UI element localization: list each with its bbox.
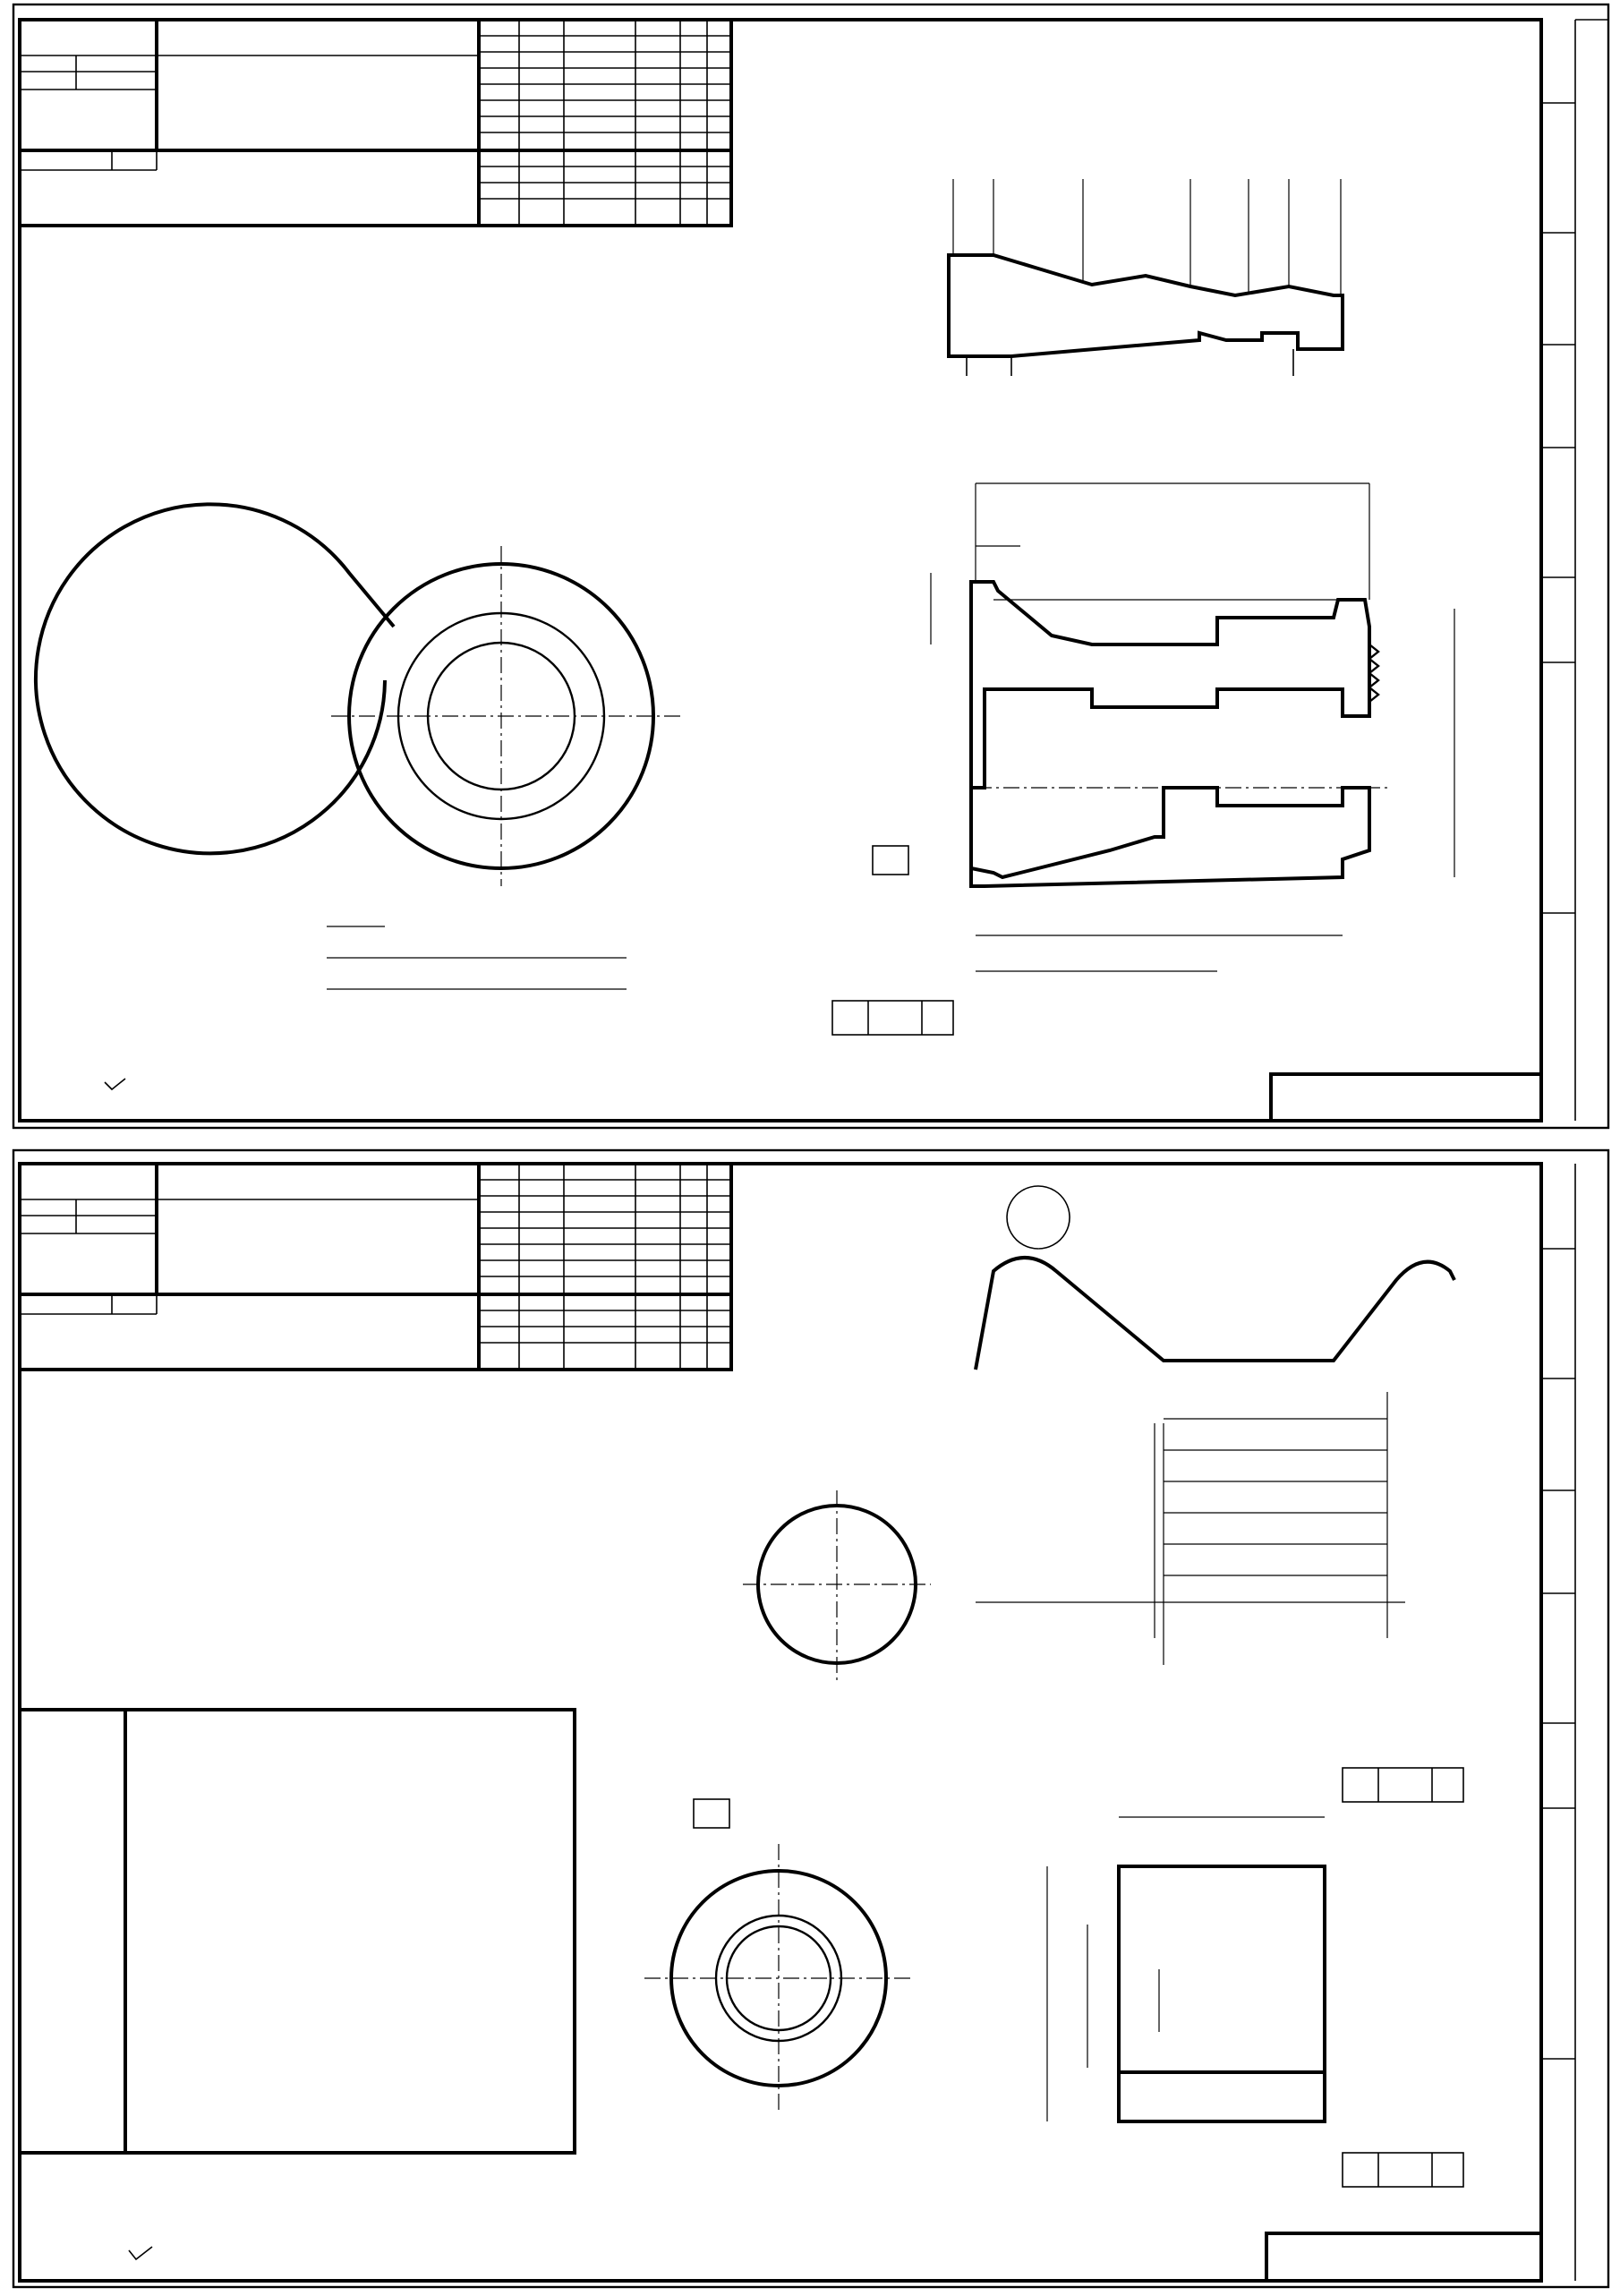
hob-hub: [1119, 2072, 1325, 2121]
sheet-1: [13, 4, 1608, 1128]
tolerance-frame: [832, 1001, 953, 1035]
sheet-1-side-strip: [1541, 103, 1575, 913]
roughness-symbol: [129, 2247, 152, 2259]
sheet-2-outer: [13, 1150, 1608, 2287]
sheet-1-code-box: [1271, 1074, 1541, 1121]
sheet-2-parameter-table: [20, 1710, 575, 2153]
datum-box: [873, 846, 908, 875]
tolerance-frame-lower: [1343, 2153, 1463, 2187]
sheet-2-end-view: [743, 1490, 931, 1683]
sheet-2-side-strip: [1541, 1249, 1575, 2059]
end-outline: [36, 504, 394, 853]
sheet-1-end-view: [36, 504, 680, 989]
tooth-profile: [976, 1258, 1454, 1370]
sheet-1-section-view: [832, 483, 1454, 1035]
sheet-2-frame: [20, 1164, 1541, 2281]
sheet-2-front-view: [644, 1799, 913, 2112]
sheet-1-title-block: [20, 20, 731, 226]
profile-outline: [949, 255, 1343, 356]
sheet-1-profile-view: [949, 179, 1343, 376]
sheet-1-frame: [20, 20, 1541, 1121]
sheet-2-profile-detail: [976, 1186, 1454, 1665]
sheet-2-title-block: [20, 1164, 731, 1370]
roughness-symbol: [105, 1079, 125, 1089]
datum-box: [694, 1799, 729, 1828]
sheet-2: [13, 1150, 1608, 2287]
tolerance-frame: [1343, 1768, 1463, 1802]
sheet-2-main-view: [1047, 1768, 1463, 2187]
hob-body: [1119, 1866, 1325, 2072]
sheet-2-code-box: [1266, 2233, 1541, 2281]
